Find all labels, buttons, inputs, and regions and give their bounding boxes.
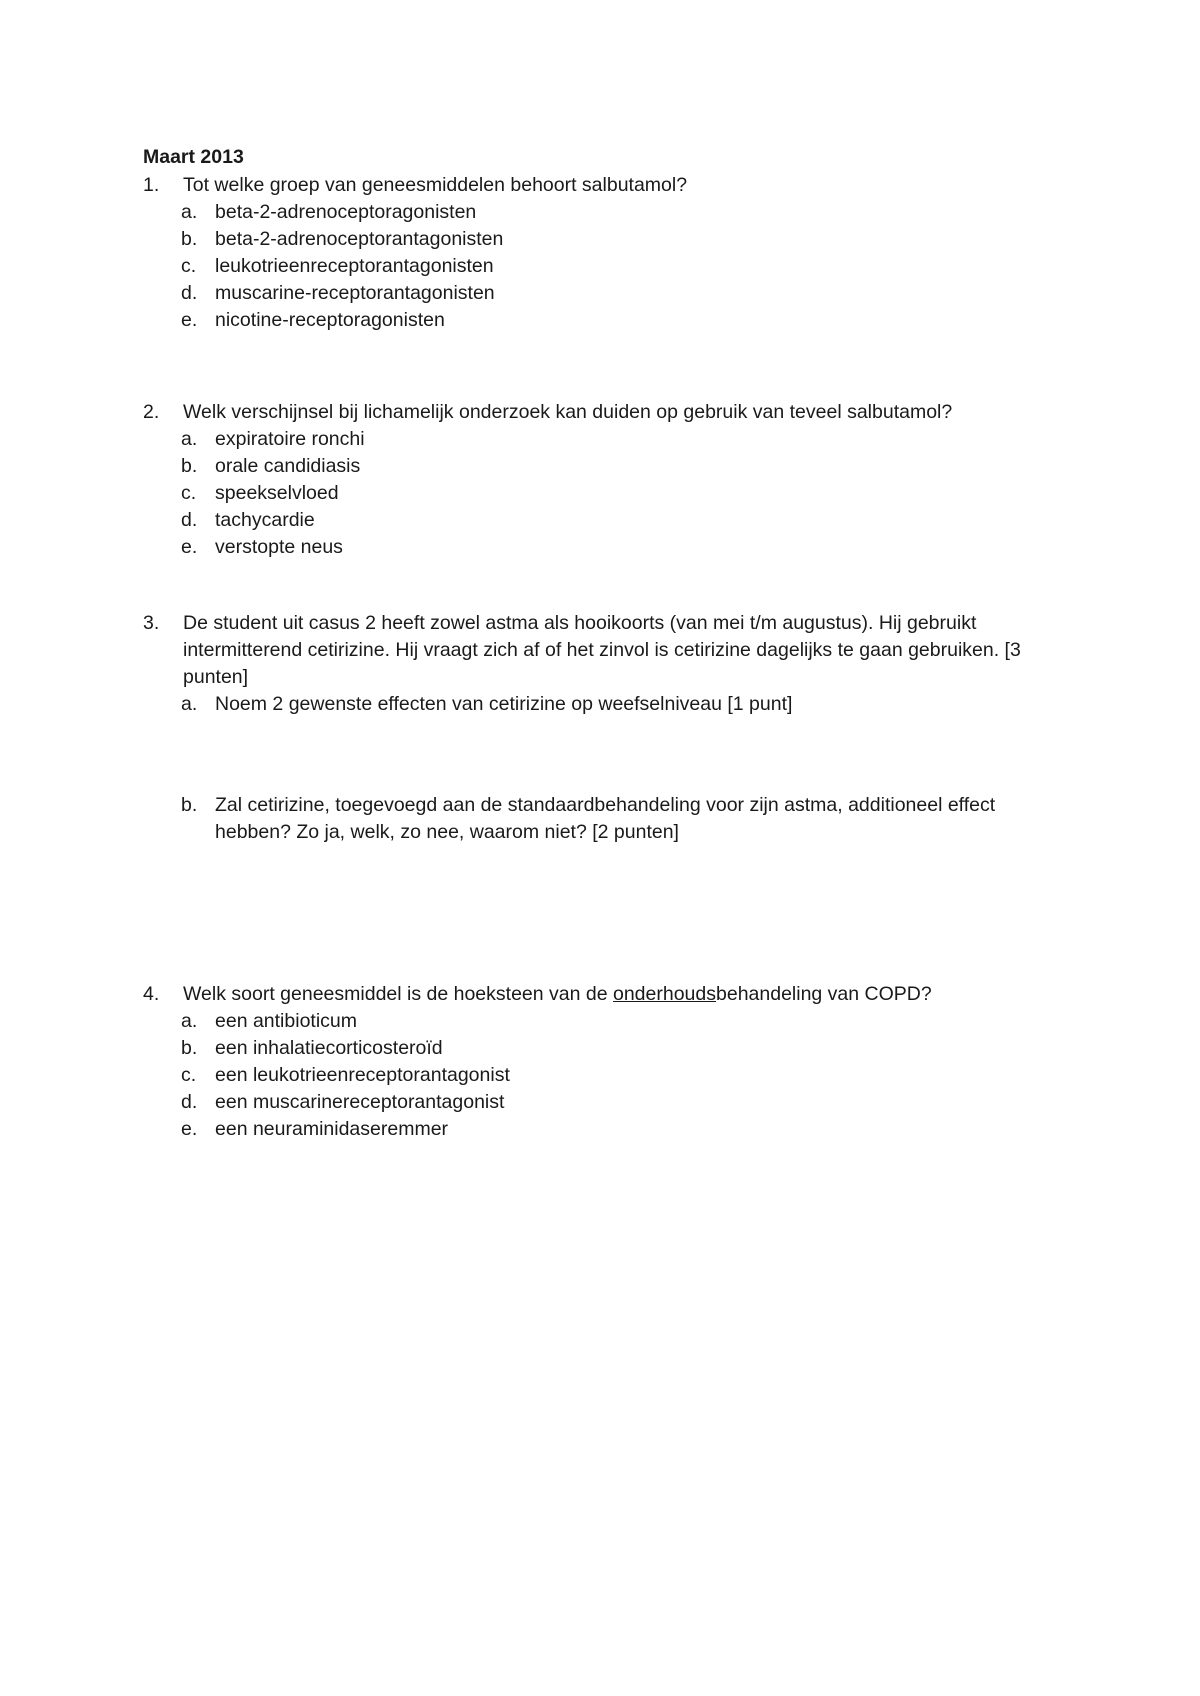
answer-option <box>143 199 1063 226</box>
question-3 <box>143 610 1063 846</box>
option-letter: e. <box>181 309 198 331</box>
option-text: nicotine-receptoragonisten <box>215 309 445 331</box>
option-text: een leukotrieenreceptorantagonist <box>215 1064 510 1086</box>
option-text: muscarine-receptorantagonisten <box>215 282 495 304</box>
option-text: beta-2-adrenoceptoragonisten <box>215 201 477 223</box>
answer-option <box>143 480 1063 507</box>
option-text: speekselvloed <box>215 482 339 504</box>
option-text: orale candidiasis <box>215 455 361 477</box>
sub-question-text: Noem 2 gewenste effecten van cetirizine op weefselniveau [1 punt] <box>215 693 793 715</box>
question-3-stem <box>143 610 1063 691</box>
question-1 <box>143 172 1063 334</box>
option-text: beta-2-adrenoceptorantagonisten <box>215 228 504 250</box>
option-letter: b. <box>181 228 198 250</box>
option-letter: a. <box>181 1010 198 1032</box>
question-4-stem <box>143 981 1063 1008</box>
option-text: een inhalatiecorticosteroïd <box>215 1037 443 1059</box>
option-letter: a. <box>181 693 198 715</box>
question-4 <box>143 981 1063 1143</box>
option-text: een antibioticum <box>215 1010 358 1032</box>
option-letter: c. <box>181 255 197 277</box>
option-letter: a. <box>181 428 198 450</box>
answer-option <box>143 426 1063 453</box>
answer-option <box>143 1008 1063 1035</box>
question-2 <box>143 399 1063 561</box>
option-text: verstopte neus <box>215 536 343 558</box>
option-text: een muscarinereceptorantagonist <box>215 1091 505 1113</box>
option-letter: c. <box>181 1064 197 1086</box>
question-2-stem <box>143 399 1063 426</box>
sub-question-text: Zal cetirizine, toegevoegd aan de standaardbehandeling voor zijn astma, additioneel effect hebben? Zo ja, welk, zo nee, waarom niet? [2 punten] <box>215 794 996 843</box>
page-title: Maart 2013 <box>143 146 244 168</box>
underlined-emphasis: onderhouds <box>612 983 716 1005</box>
option-letter: a. <box>181 201 198 223</box>
option-text: een neuraminidaseremmer <box>215 1118 449 1140</box>
option-text: leukotrieenreceptorantagonisten <box>215 255 494 277</box>
answer-option <box>143 307 1063 334</box>
question-text: Tot welke groep van geneesmiddelen behoort salbutamol? <box>183 174 688 196</box>
answer-option <box>143 1116 1063 1143</box>
option-letter: b. <box>181 794 198 816</box>
answer-option <box>143 453 1063 480</box>
question-text: De student uit casus 2 heeft zowel astma als hooikoorts (van mei t/m augustus). Hij gebruikt intermitterend cetirizine. Hij vraagt zich af of het zinvol is cetirizine dagelijks te gaan gebruiken. [3 punten] <box>183 612 1021 688</box>
question-text-before: Welk soort geneesmiddel is de hoeksteen van de <box>183 983 613 1005</box>
option-letter: e. <box>181 1118 198 1140</box>
question-number: 1. <box>143 174 160 196</box>
option-letter: e. <box>181 536 198 558</box>
answer-option <box>143 1062 1063 1089</box>
option-letter: d. <box>181 1091 198 1113</box>
option-letter: c. <box>181 482 197 504</box>
option-text: expiratoire ronchi <box>215 428 365 450</box>
question-number: 3. <box>143 612 160 634</box>
option-letter: d. <box>181 282 198 304</box>
answer-option <box>143 1089 1063 1116</box>
question-number: 4. <box>143 983 160 1005</box>
answer-option <box>143 226 1063 253</box>
option-letter: b. <box>181 1037 198 1059</box>
answer-option <box>143 507 1063 534</box>
option-text: tachycardie <box>215 509 315 531</box>
question-1-stem <box>143 172 1063 199</box>
sub-question-a <box>143 691 1063 718</box>
sub-question-b <box>143 792 1063 846</box>
answer-option <box>143 1035 1063 1062</box>
answer-option <box>143 534 1063 561</box>
question-number: 2. <box>143 401 160 423</box>
question-text-after: behandeling van COPD? <box>716 983 932 1005</box>
option-letter: b. <box>181 455 198 477</box>
answer-option <box>143 280 1063 307</box>
option-letter: d. <box>181 509 198 531</box>
question-text: Welk verschijnsel bij lichamelijk onderzoek kan duiden op gebruik van teveel salbutamol? <box>183 401 953 423</box>
answer-option <box>143 253 1063 280</box>
